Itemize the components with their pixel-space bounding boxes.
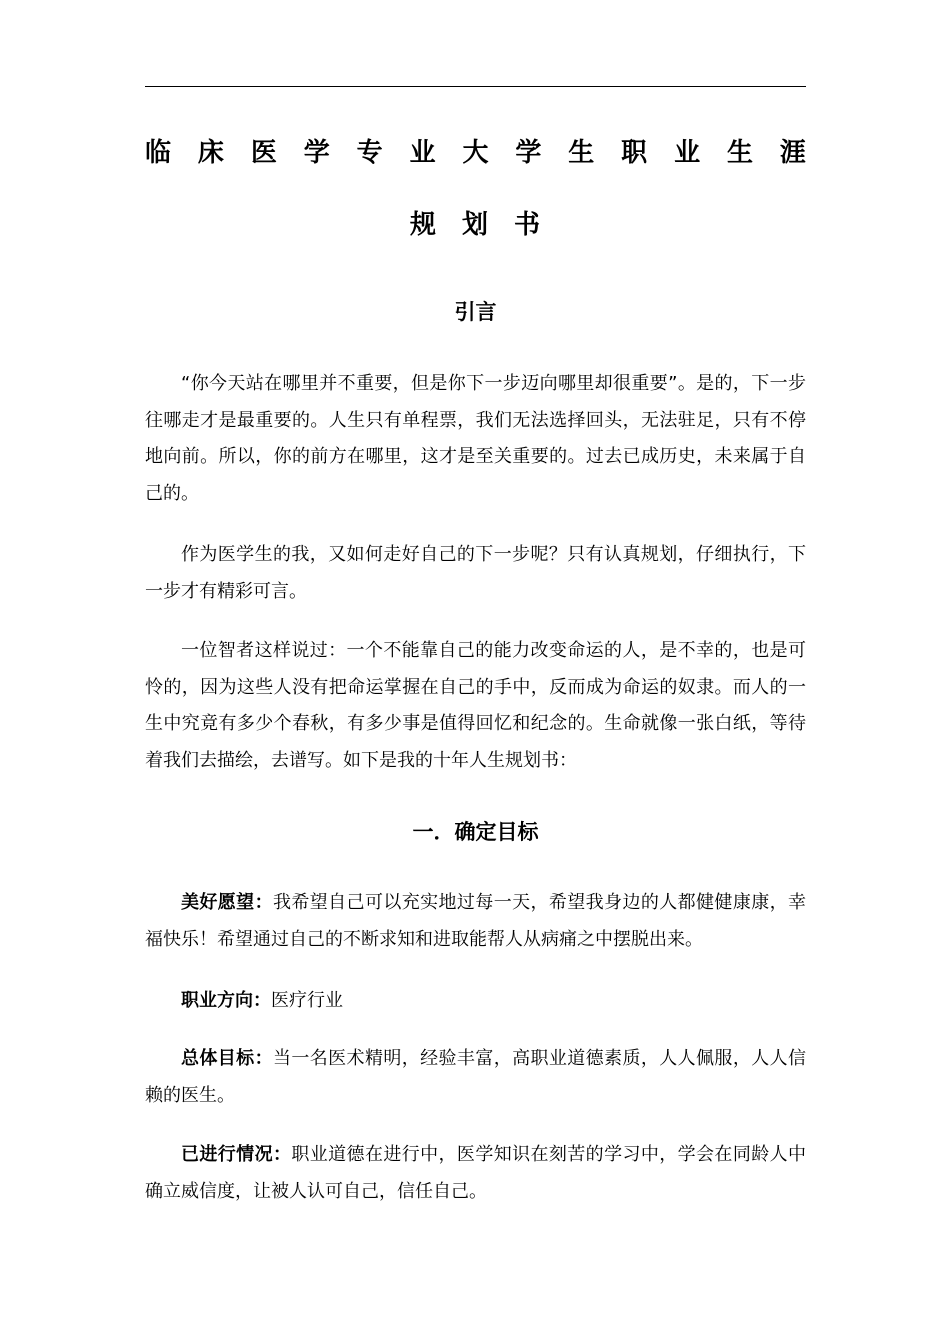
goal-item-text: 当一名医术精明，经验丰富，高职业道德素质，人人佩服，人人信赖的医生。: [145, 1048, 807, 1106]
intro-heading: 引言: [454, 300, 497, 324]
goal-item-label: 职业方向：: [181, 990, 271, 1011]
goal-item-text: 医疗行业: [271, 990, 343, 1011]
intro-paragraph-2: 作为医学生的我，又如何走好自己的下一步呢？只有认真规划，仔细执行，下一步才有精彩可言。: [145, 544, 806, 602]
goal-item-text: 职业道德在进行中，医学知识在刻苦的学习中，学会在同龄人中确立威信度，让被人认可自己，信任自己。: [145, 1144, 807, 1202]
goal-item-label: 总体目标：: [181, 1048, 273, 1069]
goal-item-label: 已进行情况：: [181, 1144, 292, 1165]
goal-item-label: 美好愿望：: [181, 892, 273, 913]
document-title-line-2: 规 划 书: [410, 210, 540, 240]
goal-item-overall-goal: [145, 1041, 806, 1114]
document-title-line-1: 临 床 医 学 专 业 大 学 生 职 业 生 涯: [145, 138, 806, 168]
intro-paragraph-3: 一位智者这样说过：一个不能靠自己的能力改变命运的人，是不幸的，也是可怜的，因为这些人没有把命运掌握在自己的手中，反而成为命运的奴隶。而人的一生中究竟有多少个春秋，有多少事是值得回忆和纪念的。生命就像一张白纸，等待着我们去描绘，去谱写。如下是我的十年人生规划书：: [145, 640, 806, 771]
intro-paragraph-1: “你今天站在哪里并不重要，但是你下一步迈向哪里却很重要”。是的，下一步往哪走才是最重要的。人生只有单程票，我们无法选择回头，无法驻足，只有不停地向前。所以，你的前方在哪里，这才是至关重要的。过去已成历史，未来属于自己的。: [145, 373, 806, 504]
header-rule: [145, 86, 806, 87]
goal-item-wish: [145, 885, 806, 958]
section-1-heading: 一．确定目标: [412, 820, 539, 844]
goal-item-text: 我希望自己可以充实地过每一天，希望我身边的人都健健康康，幸福快乐！希望通过自己的不断求知和进取能帮人从病痛之中摆脱出来。: [145, 892, 807, 950]
goal-item-career-direction: [145, 983, 806, 1020]
goal-item-progress: [145, 1137, 806, 1210]
